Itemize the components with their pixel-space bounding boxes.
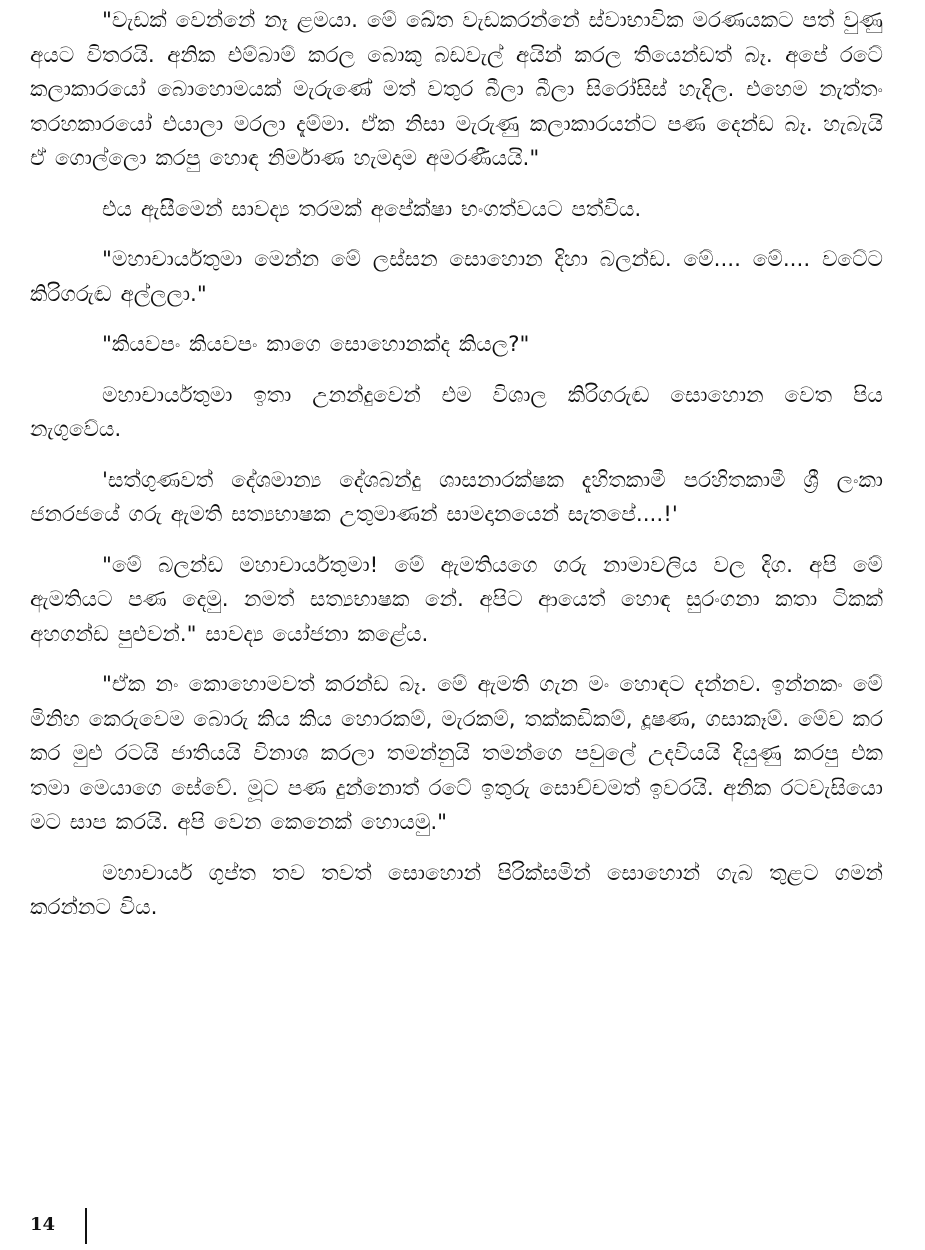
page-number-divider (85, 1208, 87, 1244)
paragraph-7: "මේ බලන්ඩ මහාචාර්යතුමා! මේ ඇමතියගෙ ගරු නාමාවලිය වල දිග. අපි මේ ඇමතියට පණ දෙමු. නමත් සත්‍යභාෂක නේ. අපිට ආයෙත් හොඳ සුරංගනා කතා ටිකක් අහගන්ඩ පුළුවන්." සාවද්‍ය යෝජනා කළේය. (30, 552, 883, 647)
paragraph-3: "මහාචාර්යතුමා මෙන්න මේ ලස්සන සොහොන දිහා බලන්ඩ. මේ.... මේ.... වටේට කිරිගරුඬ අල්ලලා." (30, 247, 883, 307)
paragraph-8: "ඒක නං කොහොමවත් කරන්ඩ බෑ. මේ ඇමති ගැන මං හොඳට දන්නව. ඉන්නකං මේ මිනිහ කෙරුවෙම බොරු කිය කිය හොරකම්, මැරකම්, තක්කඩිකම්, දූෂණ, ගසාකෑම්. මේව කර කර මුළු රටයි ජාතියයි විනාශ කරලා තමන්නුයි තමන්ගෙ පවුලේ උදවියයි දියුණු කරපු එක තමා මෙයාගෙ සේවේ. මූට පණ දුන්නොත් රටේ ඉතුරු සොච්චමත් ඉවරයි. අනික රටවැසියො මට සාප කරයි. අපි වෙන කෙනෙක් හොයමු." (30, 672, 883, 835)
body-text (30, 4, 883, 926)
paragraph-6: 'සත්ගුණවත් දේශමාන්‍ය දේශබන්දු ශාසනාරක්ෂක දැහිතකාමී පරහිතකාමී ශ්‍රී ලංකා ජනරජයේ ගරු ඇමති සත්‍යභාෂක උතුමාණන් සාමදානයෙන් සැතපේ....!' (30, 467, 883, 527)
paragraph-9: මහාචාර්ය ගුප්ත තව තවත් සොහොන් පිරික්සමින් සොහොන් ගැබ තුළට ගමන් කරන්නට විය. (30, 860, 883, 920)
paragraph-1: "වැඩක් වෙන්නේ නෑ ළමයා. මේ ඛේත වැඩකරන්නේ ස්වාභාවික මරණයකට පත් වුණු අයට විතරයි. අනික එම්බාම් කරල බොකු බඩවැල් අයින් කරල තියෙන්ඩත් බෑ. අපේ රටේ කලාකාරයෝ බොහොමයක් මැරුණේ මත් වතුර බීලා බීලා සිරෝසිස් හැදිල. එහෙම නැත්තං තරහකාරයෝ එයාලා මරලා දැම්මා. ඒක නිසා මැරුණු කලාකාරයන්ට පණ දෙන්ඩ බෑ. හැබැයි ඒ ගොල්ලො කරපු හොඳ නිර්මාණ හැමදාම අමරණීයයි." (30, 8, 883, 171)
page-number: 14 (30, 1214, 56, 1235)
paragraph-4: "කියවපං කියවපං කාගෙ සොහොනක්ද කියල?" (102, 332, 530, 357)
paragraph-2: එය ඇසීමෙන් සාවද්‍ය තරමක් අපේක්ෂා භංගත්වයට පත්විය. (102, 196, 642, 222)
paragraph-5: මහාචාර්යතුමා ඉතා උනන්දුවෙන් එම විශාල කිරිගරුඬ සොහොන වෙත පිය නැගුවේය. (30, 382, 883, 442)
